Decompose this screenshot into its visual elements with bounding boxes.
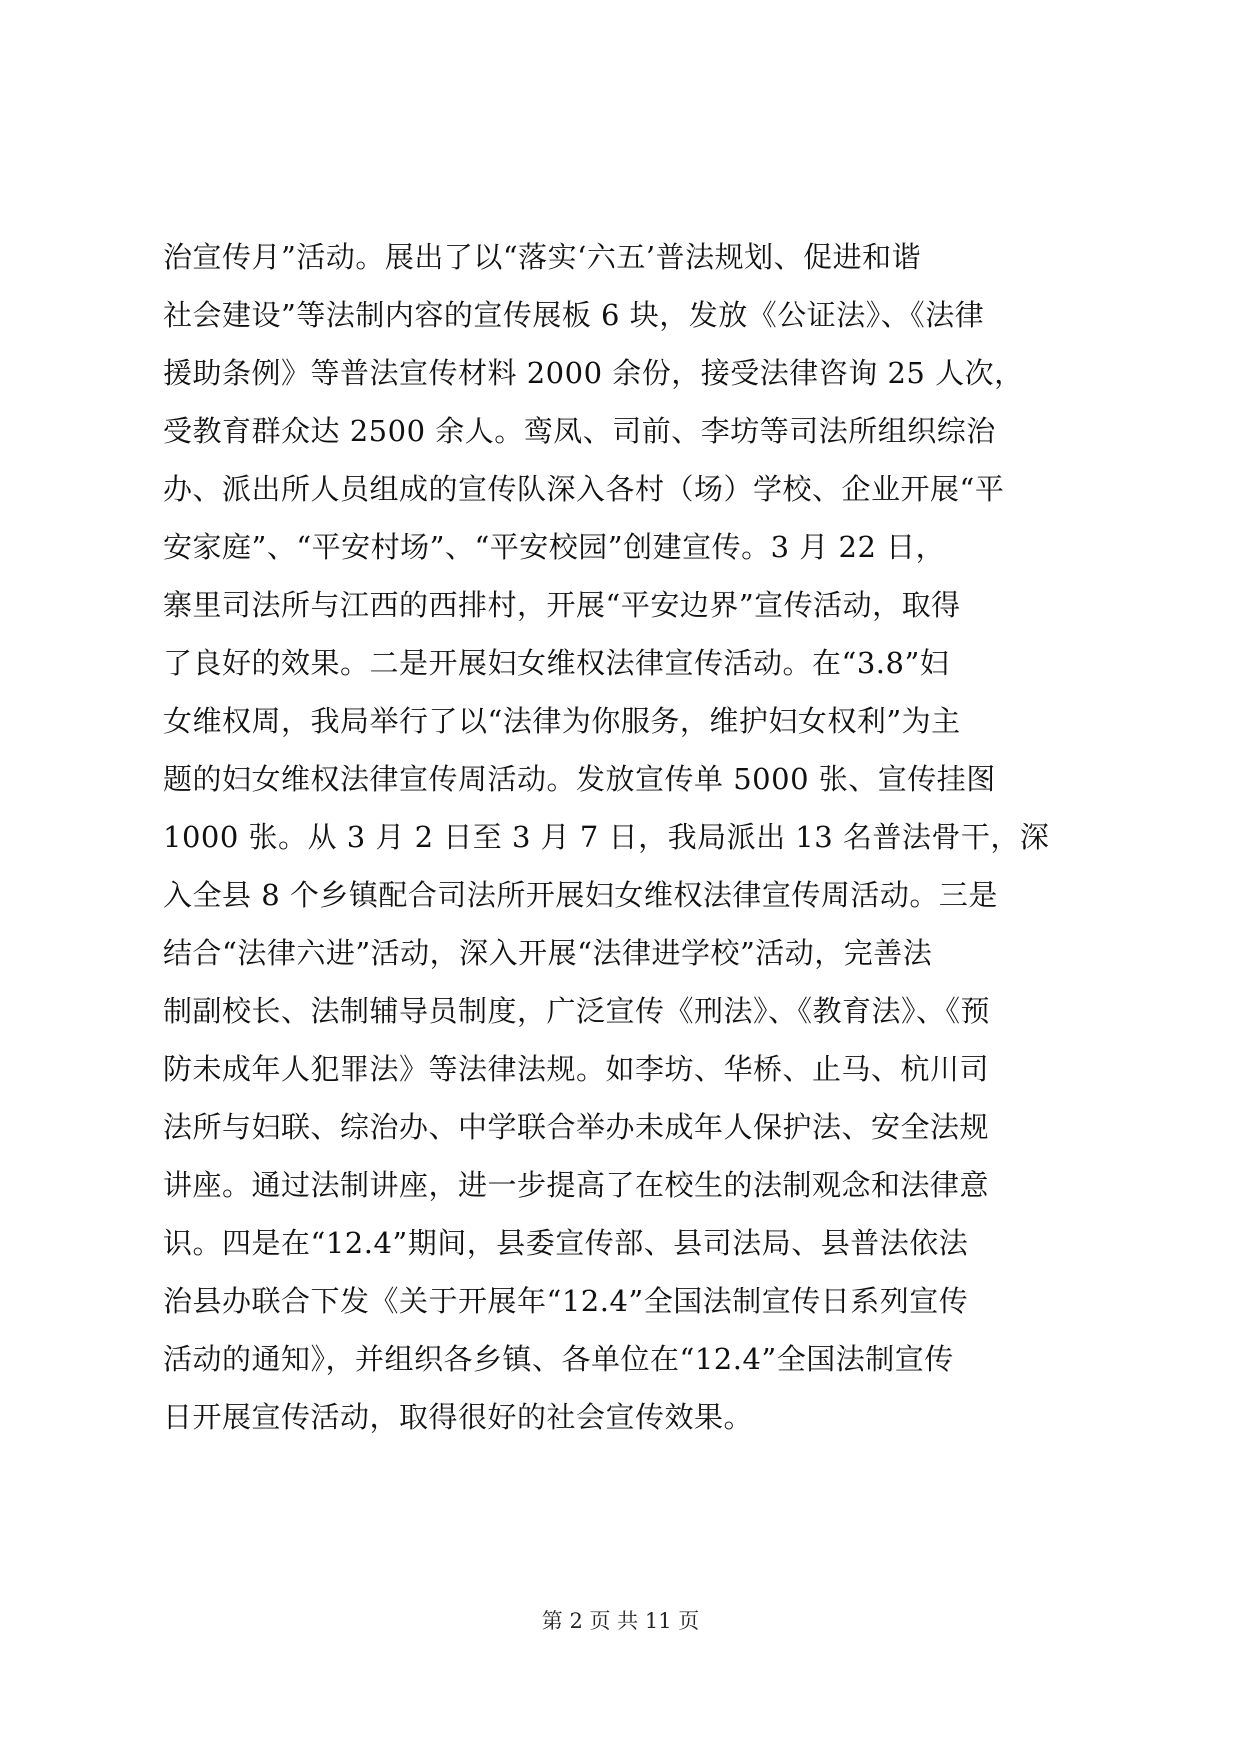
- page-number-footer: 第 2 页 共 11 页: [541, 1609, 700, 1633]
- text-line: 讲座。通过法制讲座，进一步提高了在校生的法制观念和法律意: [163, 1168, 990, 1202]
- text-line: 社会建设”等法制内容的宣传展板 6 块，发放《公证法》、《法律: [163, 298, 985, 332]
- text-line: 了良好的效果。二是开展妇女维权法律宣传活动。在“3.8”妇: [163, 646, 950, 680]
- text-line: 制副校长、法制辅导员制度，广泛宣传《刑法》、《教育法》、《预: [163, 994, 991, 1028]
- text-line: 女维权周，我局举行了以“法律为你服务，维护妇女权利”为主: [163, 704, 961, 738]
- text-line: 办、派出所人员组成的宣传队深入各村（场）学校、企业开展“平: [163, 472, 1005, 506]
- text-line: 安家庭”、“平安村场”、“平安校园”创建宣传。3 月 22 日，: [163, 530, 946, 564]
- text-line: 结合“法律六进”活动，深入开展“法律进学校”活动，完善法: [163, 936, 933, 970]
- text-line: 受教育群众达 2500 余人。鸾凤、司前、李坊等司法所组织综治: [163, 414, 996, 448]
- text-line: 识。四是在“12.4”期间，县委宣传部、县司法局、县普法依法: [163, 1226, 969, 1260]
- text-line: 治宣传月”活动。展出了以“落实‘六五’普法规划、促进和谐: [163, 240, 922, 274]
- text-line: 日开展宣传活动，取得很好的社会宣传效果。: [163, 1400, 754, 1434]
- text-line: 寨里司法所与江西的西排村，开展“平安边界”宣传活动，取得: [163, 588, 961, 622]
- text-line: 题的妇女维权法律宣传周活动。发放宣传单 5000 张、宣传挂图: [163, 762, 996, 796]
- text-line: 法所与妇联、综治办、中学联合举办未成年人保护法、安全法规: [163, 1110, 990, 1144]
- text-line: 防未成年人犯罪法》等法律法规。如李坊、华桥、止马、杭川司: [163, 1052, 990, 1086]
- text-line: 治县办联合下发《关于开展年“12.4”全国法制宣传日系列宣传: [163, 1284, 969, 1318]
- text-line: 援助条例》等普法宣传材料 2000 余份，接受法律咨询 25 人次，: [163, 356, 1024, 390]
- text-line: 1000 张。从 3 月 2 日至 3 月 7 日，我局派出 13 名普法骨干，深: [163, 820, 1050, 854]
- body-paragraph: [163, 228, 1093, 1446]
- text-line: 入全县 8 个乡镇配合司法所开展妇女维权法律宣传周活动。三是: [163, 878, 998, 912]
- text-line: 活动的通知》，并组织各乡镇、各单位在“12.4”全国法制宣传: [163, 1342, 954, 1376]
